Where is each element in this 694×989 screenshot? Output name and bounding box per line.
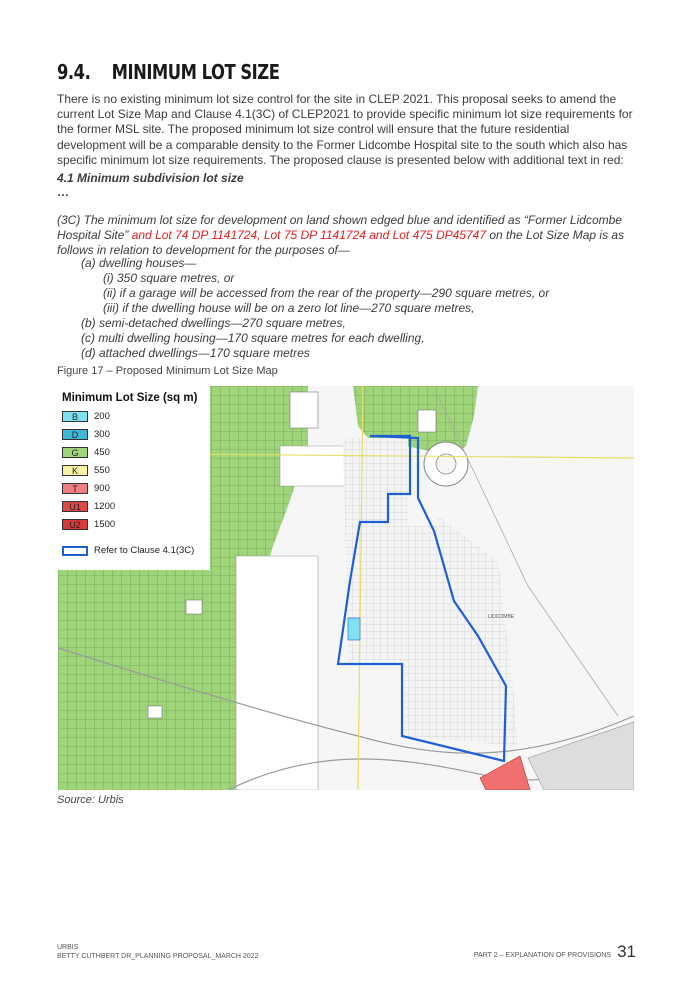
footer-document: BETTY CUTHBERT DR_PLANNING PROPOSAL_MARCH 2022 <box>57 953 259 960</box>
list-item: (a) dwelling houses— <box>81 256 197 270</box>
legend-swatch: K <box>62 465 88 476</box>
legend-row <box>62 464 110 477</box>
list-item: (c) multi dwelling housing—170 square metres for each dwelling, <box>81 331 425 345</box>
legend-swatch: T <box>62 483 88 494</box>
clause-ellipsis: … <box>57 185 69 199</box>
footer-left <box>57 943 259 961</box>
legend-value: 1200 <box>94 501 116 512</box>
clause-paragraph <box>57 213 641 258</box>
legend-outline-label: Refer to Clause 4.1(3C) <box>94 545 195 556</box>
page-number: 31 <box>617 942 636 961</box>
list-item: (b) semi-detached dwellings—270 square metres, <box>81 316 346 330</box>
legend-row <box>62 500 115 513</box>
footer-company: URBIS <box>57 944 79 951</box>
legend-row <box>62 518 115 531</box>
legend-row <box>62 410 110 423</box>
legend-row <box>62 446 110 459</box>
legend-value: 200 <box>94 411 110 422</box>
figure-caption: Figure 17 – Proposed Minimum Lot Size Map <box>57 365 278 377</box>
legend-swatch: U2 <box>62 519 88 530</box>
list-item: (i) 350 square metres, or <box>103 271 235 285</box>
section-title: MINIMUM LOT SIZE <box>111 60 280 84</box>
legend-value: 900 <box>94 483 110 494</box>
legend-title: Minimum Lot Size (sq m) <box>62 392 198 404</box>
clause-text-end: on the Lot Size Map is as follows in relation to development for the purposes of— <box>57 228 625 257</box>
legend-value: 450 <box>94 447 110 458</box>
footer-right <box>474 942 636 962</box>
legend-value: 550 <box>94 465 110 476</box>
legend-value: 300 <box>94 429 110 440</box>
map-legend <box>58 386 210 570</box>
legend-swatch: B <box>62 411 88 422</box>
list-item: (ii) if a garage will be accessed from the rear of the property—290 square metres, or <box>103 286 550 300</box>
lot-size-map <box>58 386 634 790</box>
clause-text-start: (3C) The minimum lot size for development on land shown edged blue and identified as “Former Lidcombe Hospital Site” <box>57 213 622 242</box>
intro-paragraph: There is no existing minimum lot size control for the site in CLEP 2021. This proposal seeks to amend the current Lot Size Map and Clause 4.1(3C) of CLEP2021 to provide specific minimum lot size requirements for the former MSL site. The proposed minimum lot size control will ensure that the future residential development will be a comparable density to the Former Lidcombe Hospital site to the south which also has specific minimum lot size requirements. The proposed clause is presented below with additional text in red: <box>57 92 633 167</box>
legend-swatch: U1 <box>62 501 88 512</box>
legend-value: 1500 <box>94 519 116 530</box>
legend-row <box>62 428 110 441</box>
list-item: (d) attached dwellings—170 square metres <box>81 346 310 360</box>
place-label: LIDCOMBE <box>488 614 515 620</box>
clause-list <box>57 256 549 361</box>
legend-outline-swatch <box>62 546 88 556</box>
section-number: 9.4. <box>57 60 91 84</box>
figure-source: Source: Urbis <box>57 794 124 806</box>
clause-text-added: and Lot 74 DP 1141724, Lot 75 DP 1141724 and Lot 475 DP45747 <box>128 228 486 242</box>
list-item: (iii) if the dwelling house will be on a zero lot line—270 square metres, <box>103 301 475 315</box>
legend-row-outline <box>62 544 194 557</box>
legend-swatch: D <box>62 429 88 440</box>
legend-swatch: G <box>62 447 88 458</box>
clause-heading: 4.1 Minimum subdivision lot size <box>57 171 244 185</box>
section-heading <box>57 60 279 84</box>
legend-row <box>62 482 110 495</box>
footer-part: PART 2 – EXPLANATION OF PROVISIONS <box>473 952 612 959</box>
